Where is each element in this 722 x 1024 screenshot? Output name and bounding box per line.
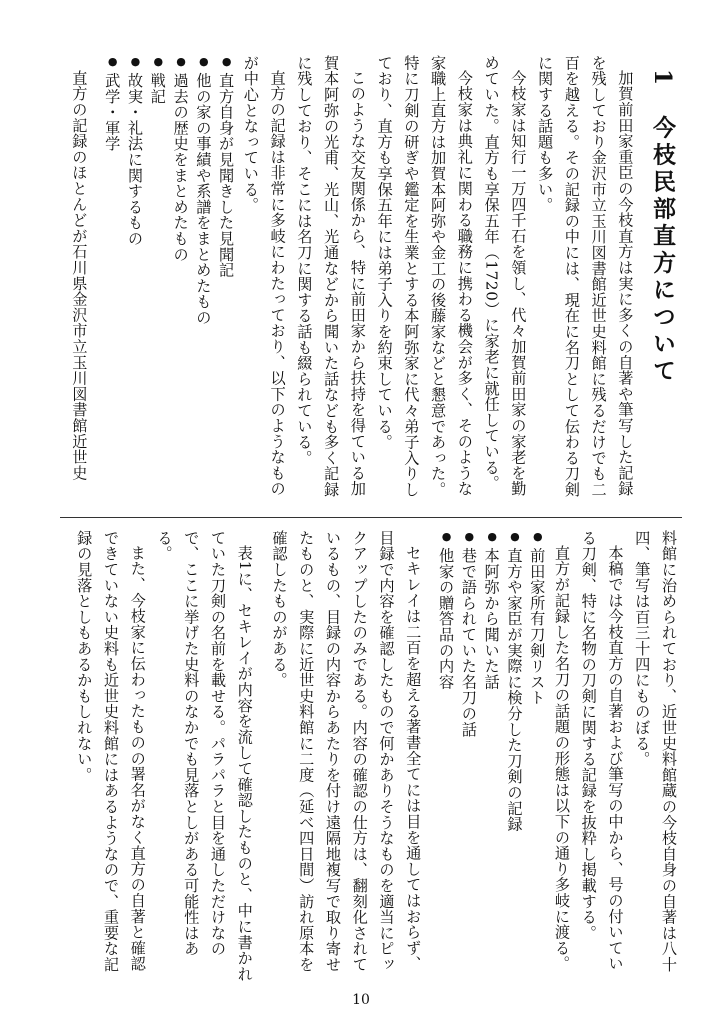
list-item: ● 他家の贈答品の内容 [434, 530, 457, 985]
paragraph-continuation: 料館に治められており、近世史料館蔵の今枝自身の自著は八十四、筆写は百三十四にものぼる。 [633, 530, 678, 973]
paragraph: 直方が記録した名刀の話題の形態は以下の通り多岐に渡る。 [553, 545, 571, 972]
page-number: 10 [352, 992, 370, 1008]
lower-text-block [70, 530, 682, 985]
paragraph: このような交友関係から、特に前田家から扶持を得ている加賀本阿弥の光甫、光山、光通などから聞いた話なども多く記録に残しており、そこには名刀に関する話も綴られている。 [295, 55, 367, 498]
list-item: ● 他の家の事績や系譜をまとめたもの [192, 55, 215, 510]
paragraph: 今枝家は知行一万四千石を領し、代々加賀前田家の家老を勤めていた。直方も享保五年（1720）に家老に就任している。 [482, 55, 528, 497]
paragraph: また、今枝家に伝わったものの署名がなく直方の自著と確認できていない史料も近世史料館にはあるようなので、重要な記録の見落としもあるかもしれない。 [75, 530, 147, 973]
list-item: ● 戦記 [146, 55, 169, 510]
paragraph: 本稿では今枝直方の自著および筆写の中から、号の付いている刀剣、特に名物の刀剣に関する記録を抜粋し掲載する。 [579, 530, 625, 972]
list-item: ● 武学・軍学 [100, 55, 123, 510]
paragraph: 表1に、セキレイが内容を流して確認したものと、中に書かれていた刀剣の名前を載せる。パラパラと目を通しただけなので、ここに挙げた史料のなかでも見落としがある可能性はある。 [155, 530, 254, 983]
list-item: ● 過去の歴史をまとめたもの [169, 55, 192, 510]
list-item: ● 本阿弥から聞いた話 [480, 530, 503, 985]
paragraph: 今枝家は典礼に関わる職務に携わる機会が多く、そのような家職上直方は加賀本阿弥や金工の後藤家などと懇意であった。特に刀剣の研ぎや鑑定を生業とする本阿弥家に代々弟子入りしており、直方も享保五年には弟子入りを約束している。 [375, 55, 474, 498]
paragraph: 直方の記録は非常に多岐にわたっており、以下のようなものが中心となっている。 [241, 55, 287, 497]
section-divider [60, 517, 682, 518]
paragraph-continued: 直方の記録のほとんどが石川県金沢市立玉川図書館近世史 [70, 70, 89, 481]
section-title: 今枝民部直方について [649, 115, 676, 386]
list-item: ● 直方自身が見聞きした見聞記 [214, 55, 237, 510]
paragraph: 加賀前田家重臣の今枝直方は実に多くの自著や筆写した記録を残しており金沢市立玉川図書館近世史料館に残るだけでも二百を越える。その記録の中には、現在に名刀として伝わる刀剣に関する話題も多い。 [536, 55, 635, 498]
record-type-list [100, 55, 237, 510]
paragraph: セキレイは二百を超える著書全てには目を通してはおらず、目録で内容を確認したもので何かありそうなものを適当にピックアップしたのみである。内容の確認の仕方は、翻刻化されているもの、目録の内容からあたりを付け遠隔地複写で取り寄せたものと、実際に近世史料館に二度（延べ四日間）訪れ原本を確認したものがある。 [270, 530, 423, 973]
list-item: ● 直方や家臣が実際に検分した刀剣の記録 [503, 530, 526, 985]
list-item: ● 前田家所有刀剣リスト [525, 530, 548, 985]
upper-text-block [70, 55, 682, 510]
list-item: ● 巷で語られていた名刀の話 [457, 530, 480, 985]
section-heading [648, 55, 676, 510]
sword-topic-list [434, 530, 548, 985]
section-number: 1 [649, 69, 676, 90]
list-item: ● 故実・礼法に関するもの [123, 55, 146, 510]
